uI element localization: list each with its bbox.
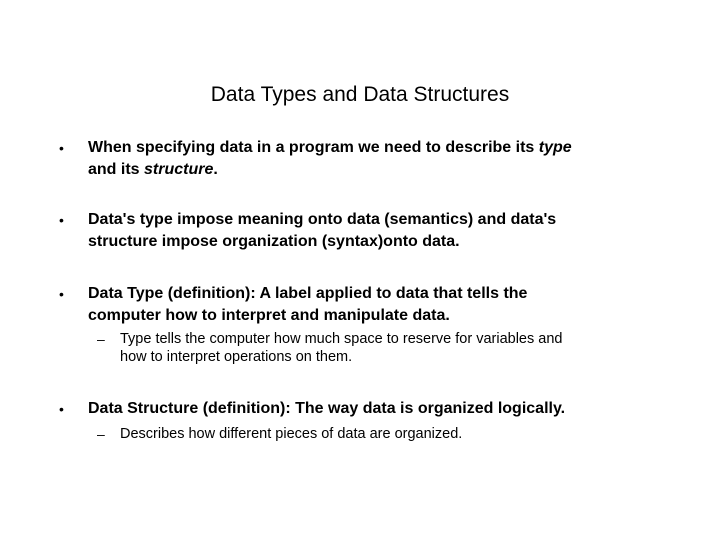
bullet-2-text [88,209,688,253]
bullet-marker: • [59,140,64,156]
bullet-1-line-2-text: and its [88,161,145,178]
bullet-1-line-1 [88,137,688,159]
bullet-4-line-1: Data Structure (definition): The way data is organized logically. [88,400,566,417]
bullet-3-text [88,283,688,327]
bullet-3-sub-text [120,330,562,366]
bullet-1-period: . [213,161,218,178]
bullet-1-italic-structure: structure [144,161,214,178]
sub-bullet-dash: – [97,331,105,347]
bullet-4-sub-line-1: Describes how different pieces of data are organized. [120,426,463,442]
bullet-4-text [88,398,688,420]
bullet-1-italic-type: type [538,139,572,156]
bullet-3-line-1: Data Type (definition): A label applied to data that tells the [88,285,528,302]
bullet-3-sub-line-2: how to interpret operations on them. [120,349,353,365]
bullet-1-text [88,137,688,181]
bullet-2-line-1: Data's type impose meaning onto data (semantics) and data's [88,211,557,228]
bullet-4-sub-text [120,425,462,443]
bullet-2-line-2: structure impose organization (syntax)onto data. [88,233,460,250]
sub-bullet-dash: – [97,426,105,442]
bullet-marker: • [59,212,64,228]
slide-title: Data Types and Data Structures [210,83,510,106]
bullet-marker: • [59,286,64,302]
bullet-marker: • [59,401,64,417]
bullet-1-line-2 [88,159,688,181]
bullet-3-line-2: computer how to interpret and manipulate data. [88,307,450,324]
bullet-3-sub-line-1: Type tells the computer how much space to reserve for variables and [120,331,563,347]
bullet-1-line-1-text: When specifying data in a program we need to describe its [88,139,539,156]
